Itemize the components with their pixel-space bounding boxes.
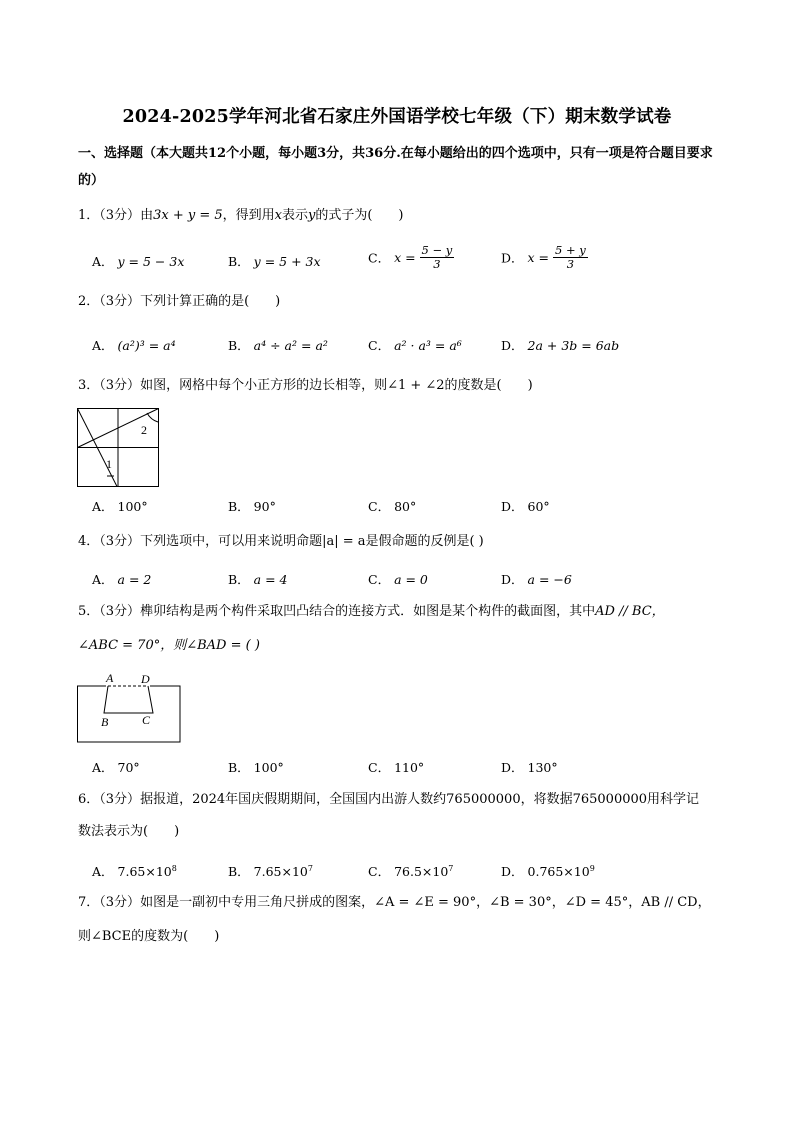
- angle-label-1: 1: [106, 457, 112, 471]
- option-label: C．: [368, 338, 391, 353]
- option-d[interactable]: [501, 244, 588, 271]
- option-b[interactable]: [228, 862, 313, 880]
- option-value: 70°: [117, 760, 140, 775]
- option-b[interactable]: [228, 497, 276, 515]
- option-value: y = 5 − 3x: [117, 254, 185, 269]
- option-value: 90°: [253, 499, 276, 514]
- option-label: A．: [92, 760, 114, 775]
- question-5: [78, 602, 728, 622]
- question-text: ∠ABC = 70°，则∠BAD = ( ): [78, 638, 260, 653]
- option-a[interactable]: [92, 570, 151, 588]
- option-exponent: 7: [448, 863, 454, 873]
- page-title: 2024-2025学年河北省石家庄外国语学校七年级（下）期末数学试卷: [122, 107, 672, 127]
- option-label: A．: [92, 499, 114, 514]
- option-d[interactable]: [501, 336, 619, 354]
- question-1-options: [92, 243, 732, 274]
- option-a[interactable]: [92, 758, 140, 776]
- option-value: 130°: [527, 760, 558, 775]
- option-label: C．: [368, 572, 391, 587]
- option-exponent: 8: [171, 863, 177, 873]
- option-mantissa: 7.65×10: [117, 864, 172, 879]
- option-label: D．: [501, 572, 524, 587]
- question-text: 则∠BCE的度数为( ): [78, 929, 220, 944]
- option-label: A．: [92, 572, 114, 587]
- question-5-options: [92, 758, 732, 782]
- option-c[interactable]: [368, 758, 424, 776]
- point-label-b: B: [101, 715, 109, 729]
- question-score: （3分）: [99, 895, 141, 910]
- question-2: [78, 292, 728, 312]
- option-value: (a²)³ = a⁴: [117, 338, 176, 353]
- question-score: （3分）: [99, 792, 141, 807]
- option-b[interactable]: [228, 336, 328, 354]
- option-value: a = 0: [394, 572, 428, 587]
- option-value: y = 5 + 3x: [253, 254, 321, 269]
- option-label: B．: [228, 254, 250, 269]
- question-text: 由: [140, 208, 154, 223]
- option-value: 100°: [253, 760, 284, 775]
- question-number: 6．: [78, 792, 100, 807]
- numerator: 5 − y: [421, 243, 453, 257]
- option-label: C．: [368, 499, 391, 514]
- question-number: 4．: [78, 534, 100, 549]
- option-label: D．: [501, 250, 524, 266]
- option-label: B．: [228, 864, 250, 879]
- question-score: （3分）: [99, 378, 141, 393]
- question-score: （3分）: [99, 208, 141, 223]
- numerator: 5 + y: [555, 243, 586, 257]
- option-c[interactable]: [368, 244, 454, 271]
- question-text: ，得到用: [222, 208, 275, 223]
- question-number: 7．: [78, 895, 100, 910]
- option-label: D．: [501, 864, 524, 879]
- question-2-options: [92, 336, 732, 360]
- option-a[interactable]: [92, 497, 148, 515]
- question-7-line-2: [78, 927, 728, 947]
- grid-angle-figure: [77, 408, 161, 490]
- option-value: a = −6: [527, 572, 572, 587]
- option-value: a⁴ ÷ a² = a²: [253, 338, 328, 353]
- denominator: 3: [566, 257, 575, 271]
- question-1: [78, 206, 728, 226]
- option-label: A．: [92, 254, 114, 269]
- option-label: A．: [92, 338, 114, 353]
- question-number: 3．: [78, 378, 100, 393]
- fraction: [553, 244, 588, 271]
- section-heading: 一、选择题（本大题共12个小题，每小题3分，共36分.在每小题给出的四个选项中，只有一项是符合题目要求的）: [78, 146, 713, 188]
- mortise-tenon-figure: [76, 670, 184, 746]
- option-label: D．: [501, 499, 524, 514]
- math-variable: x: [274, 208, 282, 223]
- option-value: a² · a³ = a⁶: [394, 338, 462, 353]
- question-6: [78, 790, 728, 810]
- option-label: C．: [368, 864, 391, 879]
- option-value: 110°: [394, 760, 425, 775]
- option-value: a = 2: [117, 572, 152, 587]
- question-3: [78, 376, 728, 396]
- option-b[interactable]: [228, 758, 284, 776]
- fraction: [420, 244, 455, 271]
- question-7: [78, 893, 728, 913]
- option-a[interactable]: [92, 336, 176, 354]
- option-mantissa: 76.5×10: [394, 864, 449, 879]
- option-a[interactable]: [92, 862, 177, 880]
- option-lhs: x =: [527, 250, 550, 265]
- option-d[interactable]: [501, 570, 572, 588]
- question-score: （3分）: [99, 604, 141, 619]
- point-label-d: D: [141, 672, 150, 686]
- option-c[interactable]: [368, 336, 462, 354]
- question-text: 据报道，2024年国庆假期期间，全国国内出游人数约765000000，将数据765000000用科学记: [140, 792, 700, 807]
- option-b[interactable]: [228, 252, 321, 270]
- question-text: 的式子为( ): [315, 208, 404, 223]
- option-mantissa: 0.765×10: [527, 864, 590, 879]
- question-3-options: [92, 497, 732, 521]
- question-score: （3分）: [99, 534, 141, 549]
- math-expression: 3x + y = 5: [153, 208, 223, 223]
- option-label: C．: [368, 250, 391, 266]
- question-number: 2．: [78, 294, 100, 309]
- question-text: 如图是一副初中专用三角尺拼成的图案，∠A = ∠E = 90°，∠B = 30°，∠D = 45°，AB // CD，: [140, 895, 711, 910]
- option-label: D．: [501, 338, 524, 353]
- question-number: 1．: [78, 208, 100, 223]
- option-mantissa: 7.65×10: [253, 864, 308, 879]
- question-text: 表示: [281, 208, 308, 223]
- option-value: 100°: [117, 499, 148, 514]
- option-c[interactable]: [368, 570, 428, 588]
- option-a[interactable]: [92, 252, 184, 270]
- math-expression: AD // BC，: [595, 604, 665, 619]
- question-4: [78, 532, 728, 552]
- option-label: C．: [368, 760, 391, 775]
- option-exponent: 9: [589, 863, 595, 873]
- option-label: A．: [92, 864, 114, 879]
- question-text: 数法表示为( ): [78, 824, 180, 839]
- option-c[interactable]: [368, 862, 453, 880]
- question-score: （3分）: [99, 294, 141, 309]
- option-label: B．: [228, 572, 250, 587]
- option-value: 2a + 3b = 6ab: [527, 338, 620, 353]
- math-variable: y: [308, 208, 316, 223]
- question-5-line-2: [78, 636, 728, 656]
- option-b[interactable]: [228, 570, 288, 588]
- option-value: a = 4: [253, 572, 288, 587]
- option-d[interactable]: [501, 862, 595, 880]
- option-label: D．: [501, 760, 524, 775]
- point-label-a: A: [106, 671, 114, 685]
- option-d[interactable]: [501, 758, 558, 776]
- question-text: 榫卯结构是两个构件采取凹凸结合的连接方式．如图是某个构件的截面图，其中: [140, 604, 596, 619]
- option-label: B．: [228, 499, 250, 514]
- point-label-c: C: [142, 713, 151, 727]
- option-value: 80°: [394, 499, 417, 514]
- option-label: B．: [228, 338, 250, 353]
- question-text: 如图，网格中每个小正方形的边长相等，则∠1 + ∠2的度数是( ): [140, 378, 533, 393]
- question-6-options: [92, 862, 732, 886]
- question-text: 下列选项中，可以用来说明命题|a| = a是假命题的反例是( ): [140, 534, 484, 549]
- question-6-line-2: [78, 822, 728, 842]
- option-lhs: x =: [394, 250, 416, 265]
- denominator: 3: [433, 257, 441, 271]
- question-text: 下列计算正确的是( ): [140, 294, 281, 309]
- angle-label-2: 2: [141, 423, 147, 437]
- option-value: 60°: [527, 499, 550, 514]
- option-d[interactable]: [501, 497, 550, 515]
- option-c[interactable]: [368, 497, 416, 515]
- option-exponent: 7: [307, 863, 313, 873]
- option-label: B．: [228, 760, 250, 775]
- question-number: 5．: [78, 604, 100, 619]
- question-4-options: [92, 570, 732, 594]
